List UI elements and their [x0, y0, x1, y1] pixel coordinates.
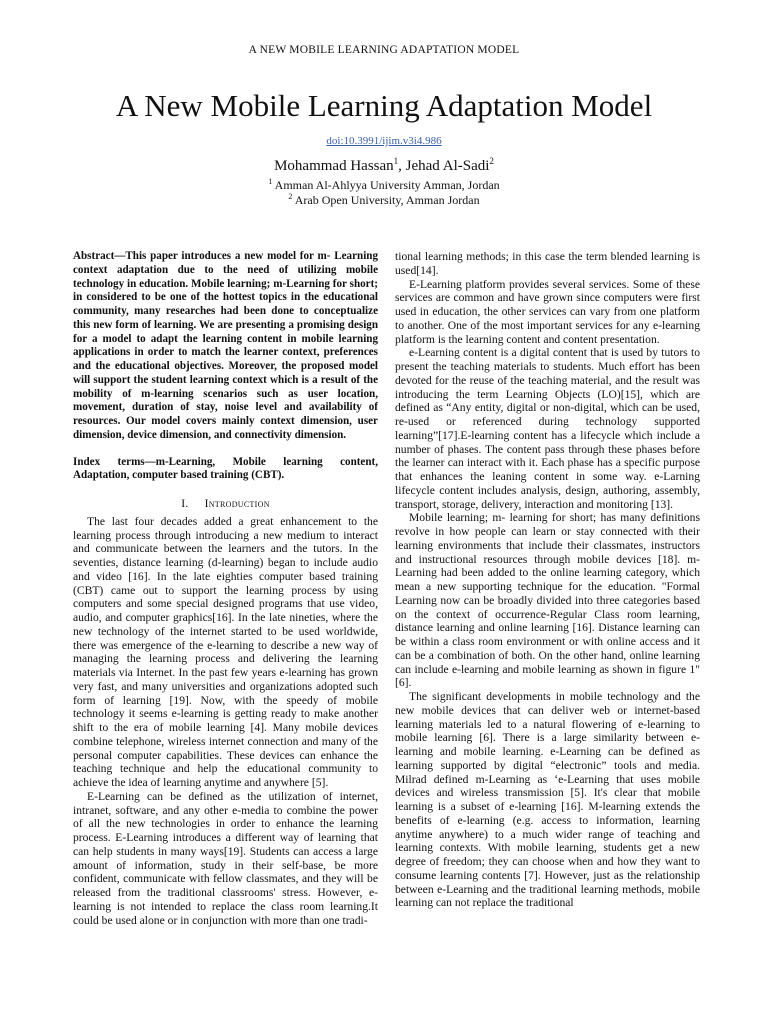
section-heading	[73, 497, 378, 511]
affiliation	[0, 177, 768, 193]
right-column	[395, 250, 700, 910]
affiliation-text: Amman Al-Ahlyya University Amman, Jordan	[272, 178, 500, 192]
body-paragraph: E-Learning can be defined as the utilization of internet, intranet, software, and any other e-media to combine the power of all the new technologies in order to enhance the learning process. E-Learning introduces a different way of learning that can help students in many ways[19]. Students can access a large amount of information, study in their self-base, be more confident, communicate with fellow classmates, and they will be released from the traditional classrooms' stress. However, e-learning is not intended to replace the class room learning.It could be used alone or in conjunction with more than one tradi-	[73, 789, 378, 927]
author-affiliation-mark: 2	[489, 156, 494, 166]
doi-line	[0, 135, 768, 147]
body-paragraph: E-Learning platform provides several services. Some of these services are common and have grown since computers were first used in education, the other services can vary from one platform to another. One of the most important services for any e-learning platform is the learning content and content presentation.	[395, 277, 700, 346]
paper-title: A New Mobile Learning Adaptation Model	[115, 88, 653, 123]
body-paragraph: Mobile learning; m- learning for short; has many definitions revolve in how people can learn or stay connected with their learning environments that include their classmates, instructors and instructional resources through mobile devices [18]. m-Learning had been added to the online learning category, which mean a new supporting technique for the education. "Formal Learning now can be broadly divided into three categories based on the context of occurrence-Regular Class room learning, distance learning and online learning [16]. Distance learning can be within a class room environment or with online access and it can be a combination of both. On the other hand, online learning can include e-learning and mobile learning as shown in figure 1" [6].	[395, 511, 700, 690]
author-name: Mohammad Hassan	[274, 158, 394, 174]
doi-link[interactable]: doi:10.3991/ijim.v3i4.986	[326, 135, 442, 147]
left-column	[73, 250, 378, 927]
section-number: I.	[181, 497, 189, 510]
body-paragraph: tional learning methods; in this case the term blended learning is used[14].	[395, 250, 700, 277]
author-affiliation-mark: 1	[393, 156, 399, 166]
body-paragraph: The last four decades added a great enhancement to the learning process through introducing a new medium to interact and communicate between the learners and the tutors. In the seventies, distance learning (d-learning) began to include audio and video [16]. In the late eighties computer based training (CBT) came out to support the learning process by using computers and some special designed programs that use video, audio, and computer graphics[16]. In the late nineties, where the new technology of the internet started to be used worldwide, there was emergence of the e-learning to describe a new way of managing the learning process and delivering the learning materials via Internet. In the past few years e-learning has grown very fast, and many universities and organizations adopted such form of learning [19]. Now, with the speedy of mobile technology it seems e-learning is getting ready to make another shift to the era of mobile learning [4]. Many mobile devices combine telephone, wireless internet connection and many of the personal computer capabilities. These devices can enhance the teaching technique and help the educational community to achieve the idea of learning anytime and anywhere [5].	[73, 514, 378, 789]
abstract: Abstract—This paper introduces a new model for m- Learning context adaptation due to the need of utilizing mobile technology in education. Mobile learning; m-Learning for short; in considered to be one of the hottest topics in the educational community, many researches had been done to conceptualize this new form of learning. We are presenting a promising design for a model to adapt the learning content in mobile learning applications in order to match the learner context, preferences and the educational objectives. Moreover, the proposed model will support the student learning context which is a result of the mobility of m-learning scenarios such as user location, movement, duration of stay, noise level and availability of resources. Our model covers mainly context dimension, user dimension, device dimension, and connectivity dimension.	[73, 250, 378, 441]
index-terms: Index terms—m-Learning, Mobile learning content, Adaptation, computer based training (CBT).	[73, 455, 378, 482]
body-paragraph: e-Learning content is a digital content that is used by tutors to present the teaching materials to students. Much effort has been devoted for the reuse of the teaching material, and the result was introducing the term Learning Objects (LO)[15], which are defined as “Any entity, digital or non-digital, which can be used, re-used or referenced during technology supported learning”[17].E-learning content has a lifecycle which include a number of phases. The content pass through these phases before the learner can interact with it. Each phase has a specific purpose that enhances the leaning content in some way. e-Larning lifecycle content includes analysis, design, authoring, assembly, transport, storage, delivery, interaction and monitoring [13].	[395, 346, 700, 511]
affiliation-text: Arab Open University, Amman Jordan	[292, 193, 480, 207]
running-head: A NEW MOBILE LEARNING ADAPTATION MODEL	[248, 44, 520, 56]
affiliation-mark: 2	[288, 192, 293, 201]
author-name: Jehad Al-Sadi	[405, 158, 490, 174]
body-paragraph: The significant developments in mobile technology and the new mobile devices that can deliver web or internet-based learning materials led to a natural flowering of e-learning to mobile learning [6]. There is a large similarity between e-learning and mobile learning. e-Learning can be defined as learning supported by digital “electronic” tools and media. Milrad defined m-Learning as ‘e-Learning that uses mobile devices and wireless transmission [5]. It's clear that mobile learning is a subset of e-learning [16]. M-learning extends the benefits of e-learning (e.g. access to information, learning anytime anywhere) to a much wider range of teaching and learning contexts. With mobile learning, students get a new degree of freedom; they can choose when and how they want to consume learning contents [7]. However, just as the relationship between e-Learning and the traditional learning methods, mobile learning can not replace the traditional	[395, 690, 700, 910]
section-title: Introduction	[204, 497, 270, 510]
author-separator: ,	[398, 158, 406, 174]
affiliation	[0, 192, 768, 208]
author-line	[0, 156, 768, 175]
affiliation-mark: 1	[268, 177, 273, 186]
